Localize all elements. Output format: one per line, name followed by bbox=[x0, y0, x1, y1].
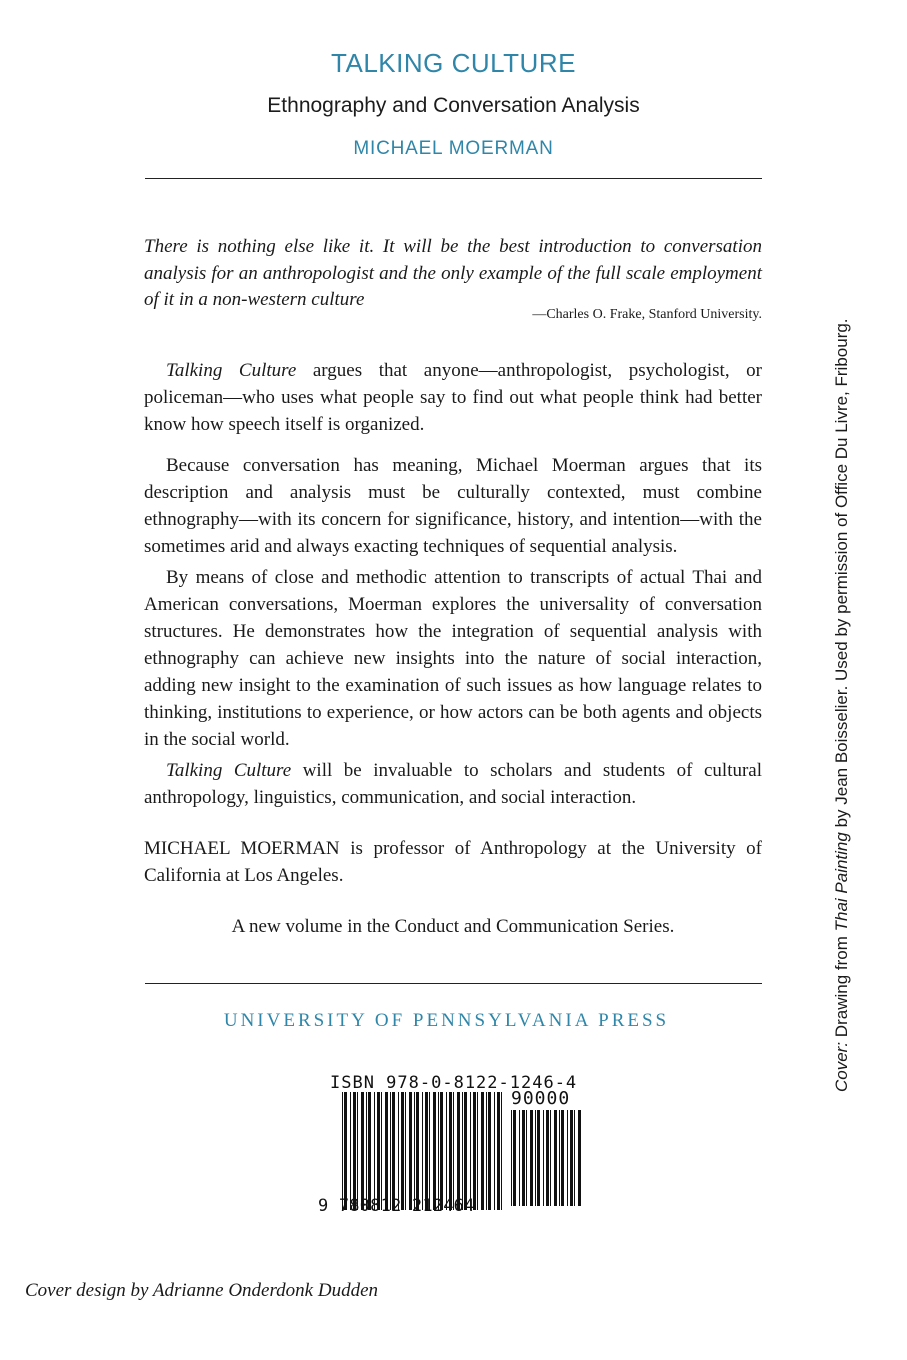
barcode-bar bbox=[449, 1092, 452, 1210]
barcode-bar bbox=[409, 1092, 412, 1210]
ean-digits: 9 780812 212464 bbox=[318, 1196, 475, 1216]
barcode-bar bbox=[385, 1092, 388, 1210]
barcode-bar bbox=[554, 1110, 557, 1206]
barcode-bar bbox=[470, 1092, 471, 1210]
cover-art-label: Cover: bbox=[832, 1041, 851, 1092]
barcode-bar bbox=[392, 1092, 395, 1210]
barcode-bar bbox=[374, 1092, 375, 1210]
barcode-bar bbox=[401, 1092, 404, 1210]
cover-design-credit: Cover design by Adrianne Onderdonk Dudden bbox=[25, 1280, 379, 1301]
description-paragraph-2: Because conversation has meaning, Michael Moerman argues that its description and analysis must be culturally contexted, must combine ethnography—with its concern for significance, history, and intention—with the sometimes arid and always exacting techniques of sequential analysis. bbox=[144, 455, 762, 557]
barcode-bar bbox=[342, 1092, 343, 1210]
paragraph-text: argues that anyone—anthropologist, psychologist, or policeman—who uses what people say to find out what people think had better know how speech itself is organized. bbox=[144, 360, 762, 435]
cover-art-work: Thai Painting bbox=[832, 832, 851, 932]
barcode-bar bbox=[440, 1092, 443, 1210]
barcode-bar bbox=[361, 1092, 364, 1210]
barcode-bar bbox=[416, 1092, 419, 1210]
barcode-bar bbox=[497, 1092, 500, 1210]
barcode-bar bbox=[543, 1110, 544, 1206]
cover-art-text: Drawing from bbox=[832, 931, 851, 1042]
barcode-bar bbox=[477, 1092, 478, 1210]
barcode-bar bbox=[353, 1092, 356, 1210]
barcode-bar bbox=[381, 1092, 382, 1210]
barcode-bar bbox=[511, 1110, 512, 1206]
title-mention: Talking Culture bbox=[166, 360, 297, 381]
barcode-bar bbox=[486, 1092, 487, 1210]
description-paragraph-4 bbox=[144, 757, 762, 811]
barcode-bar bbox=[429, 1092, 430, 1210]
description-paragraph-1 bbox=[144, 357, 762, 438]
description bbox=[144, 357, 762, 940]
barcode-bar bbox=[462, 1092, 463, 1210]
paragraph-text: will be invaluable to scholars and students of cultural anthropology, linguistics, communication, and social interaction. bbox=[144, 760, 763, 808]
cover-art-credit bbox=[832, 287, 852, 1092]
book-title: TALKING CULTURE bbox=[331, 48, 576, 78]
barcode-bar bbox=[350, 1092, 351, 1210]
isbn-label: ISBN 978-0-8122-1246-4 bbox=[330, 1073, 578, 1093]
barcode-bar bbox=[559, 1110, 560, 1206]
barcode-bar bbox=[414, 1092, 415, 1210]
series-note: A new volume in the Conduct and Communication Series. bbox=[231, 916, 675, 937]
barcode-bar bbox=[522, 1110, 525, 1206]
barcode-bar bbox=[433, 1092, 436, 1210]
barcode-bar bbox=[390, 1092, 391, 1210]
title-mention: Talking Culture bbox=[166, 760, 292, 781]
barcode-bar bbox=[377, 1092, 380, 1210]
description-paragraph-3: By means of close and methodic attention to transcripts of actual Thai and American conversations, Moerman explores the universality of conversation structures. He demonstrates how the integration of sequential analysis with ethnography can achieve new insights into the nature of social interaction, adding new insight to the examination of such issues as how language relates to thinking, institutions to experience, or how actors can be both agents and objects in the social world. bbox=[144, 567, 762, 750]
barcode-bar bbox=[570, 1110, 573, 1206]
barcode-bar bbox=[519, 1110, 520, 1206]
review-quote: There is nothing else like it. It will be the best introduction to conversation analysis for an anthropologist and the only example of the full scale employment of it in a non-western culture bbox=[144, 236, 762, 310]
bottom-divider bbox=[145, 983, 762, 984]
barcode-bar bbox=[537, 1110, 540, 1206]
barcode-bar bbox=[501, 1092, 502, 1210]
barcode-bar bbox=[550, 1110, 551, 1206]
barcode-bar bbox=[357, 1092, 358, 1210]
barcode-bar bbox=[398, 1092, 399, 1210]
book-subtitle: Ethnography and Conversation Analysis bbox=[267, 94, 640, 117]
publisher-name bbox=[0, 1010, 907, 1032]
barcode-bar bbox=[438, 1092, 439, 1210]
barcode-bar bbox=[366, 1092, 367, 1210]
barcode-bar bbox=[481, 1092, 484, 1210]
barcode-bar bbox=[526, 1110, 527, 1206]
barcode-bar bbox=[513, 1110, 516, 1206]
barcode-bar bbox=[422, 1092, 423, 1210]
barcode-bar bbox=[535, 1110, 536, 1206]
barcode-bar bbox=[368, 1092, 371, 1210]
book-author: MICHAEL MOERMAN bbox=[353, 138, 554, 159]
barcode-bar bbox=[457, 1092, 460, 1210]
barcode-bar bbox=[344, 1092, 347, 1210]
barcode-bar bbox=[530, 1110, 533, 1206]
barcode-bar bbox=[405, 1092, 406, 1210]
publisher-label: UNIVERSITY OF PENNSYLVANIA PRESS bbox=[223, 1010, 670, 1031]
cover-art-text: by Jean Boisselier. Used by permission of Office Du Livre, Fribourg. bbox=[832, 318, 851, 833]
review-attribution: —Charles O. Frake, Stanford University. bbox=[532, 307, 762, 322]
price-code-label: 90000 bbox=[511, 1088, 571, 1109]
author-bio: MICHAEL MOERMAN is professor of Anthropology at the University of California at Los Angeles. bbox=[144, 838, 762, 886]
barcode-bar bbox=[453, 1092, 454, 1210]
barcode-bar bbox=[473, 1092, 476, 1210]
barcode-bar bbox=[425, 1092, 428, 1210]
barcode-bar bbox=[574, 1110, 575, 1206]
barcode-bar bbox=[567, 1110, 568, 1206]
barcode-bar bbox=[446, 1092, 447, 1210]
barcode-bar bbox=[464, 1092, 467, 1210]
barcode-bar bbox=[488, 1092, 491, 1210]
barcode-bar bbox=[561, 1110, 564, 1206]
barcode-bar bbox=[546, 1110, 549, 1206]
barcode-bar bbox=[578, 1110, 581, 1206]
top-divider bbox=[145, 178, 762, 179]
barcode-bar bbox=[494, 1092, 495, 1210]
